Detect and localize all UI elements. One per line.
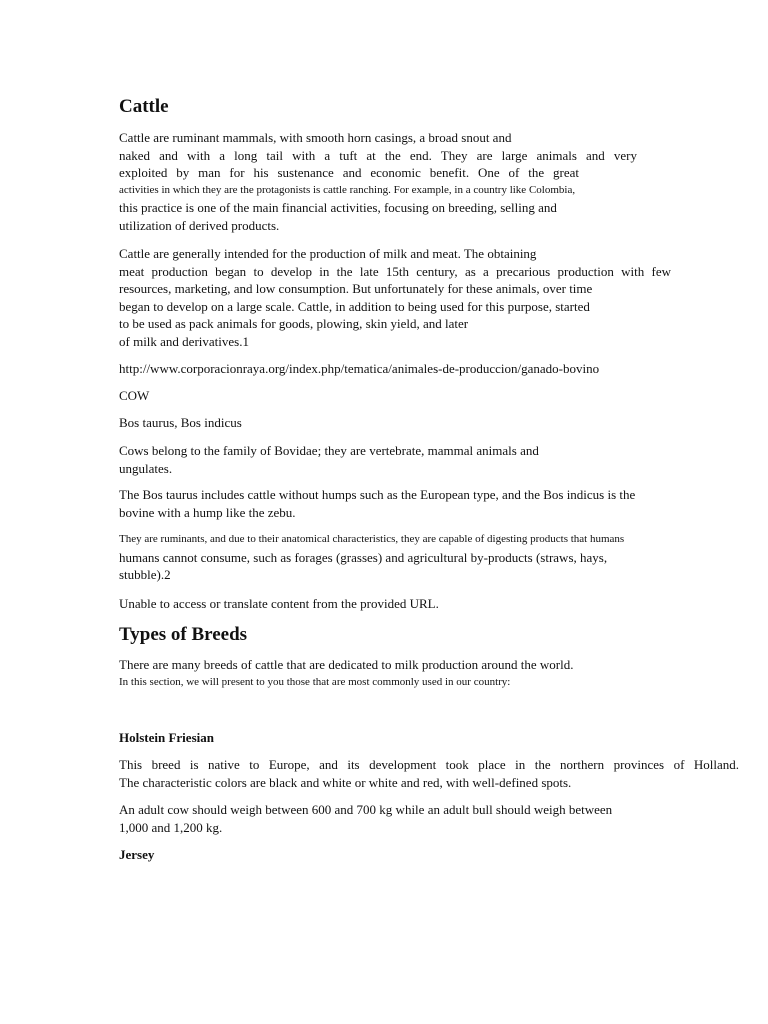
text-line: bovine with a hump like the zebu. [119,504,296,520]
paragraph-holstein-weight [119,801,612,836]
text-line: began to develop on a large scale. Cattle, in addition to being used for this purpose, started [119,298,590,314]
text-line: This breed is native to Europe, and its development took place in the northern provinces of Holland. [119,757,739,772]
text-line: humans cannot consume, such as forages (grasses) and agricultural by-products (straws, hays, [119,549,608,565]
text-line: meat production began to develop in the late 15th century, as a precarious production with few [119,263,671,279]
text-line: They are ruminants, and due to their anatomical characteristics, they are capable of digesting products that humans [119,533,625,545]
paragraph-holstein-origin [119,756,739,791]
text-line: exploited by man for his sustenance and economic benefit. One of the great [119,165,579,181]
text-line: The characteristic colors are black and white or white and red, with well-defined spots. [119,774,572,790]
note-text: Unable to access or translate content from the provided URL. [119,596,439,611]
text-line: In this section, we will present to you those that are most commonly used in our country: [119,675,511,688]
text-line: 1,000 and 1,200 kg. [119,819,223,835]
paragraph-cattle-production [119,245,739,351]
breed-title-jersey [119,846,154,864]
text-line: An adult cow should weigh between 600 and 700 kg while an adult bull should weigh between [119,802,613,817]
text-line: ungulates. [119,460,173,476]
section-title-cattle: Cattle [119,96,169,117]
text-line: this practice is one of the main financial activities, focusing on breeding, selling and [119,200,557,216]
text-line: utilization of derived products. [119,217,280,233]
text-line: Cattle are ruminant mammals, with smooth horn casings, a broad snout and [119,130,512,145]
url-text: http://www.corporacionraya.org/index.php/tematica/animales-de-produccion/ganado-bovino [119,361,600,376]
text-line: There are many breeds of cattle that are dedicated to milk production around the world. [119,657,574,672]
text-line: of milk and derivatives.1 [119,333,249,349]
cow-heading [119,387,149,405]
text-line: resources, marketing, and low consumption. But unfortunately for these animals, over time [119,281,593,297]
section-title-types-of-breeds: Types of Breeds [119,624,248,645]
species-line [119,414,242,432]
breed-title-text: Holstein Friesian [119,730,214,745]
text-line: Cattle are generally intended for the production of milk and meat. The obtaining [119,246,537,261]
paragraph-cattle-intro [119,129,739,235]
translation-note [119,595,439,613]
paragraph-breeds-intro [119,656,573,691]
paragraph-ruminants [119,531,624,584]
cow-label: COW [119,388,150,403]
text-line: Cows belong to the family of Bovidae; they are vertebrate, mammal animals and [119,443,539,458]
text-line: stubble).2 [119,567,171,583]
source-url [119,360,599,378]
text-line: naked and with a long tail with a tuft at the end. They are large animals and very [119,147,637,163]
text-line: activities in which they are the protagonists is cattle ranching. For example, in a country like Colombia, [119,183,576,196]
text-line: The Bos taurus includes cattle without humps such as the European type, and the Bos indicus is the [119,487,636,502]
paragraph-bovidae [119,442,539,477]
paragraph-bos-taurus [119,486,635,521]
species-text: Bos taurus, Bos indicus [119,415,242,430]
breed-title-text: Jersey [119,847,155,862]
breed-title-holstein [119,729,214,747]
text-line: to be used as pack animals for goods, plowing, skin yield, and later [119,316,469,332]
